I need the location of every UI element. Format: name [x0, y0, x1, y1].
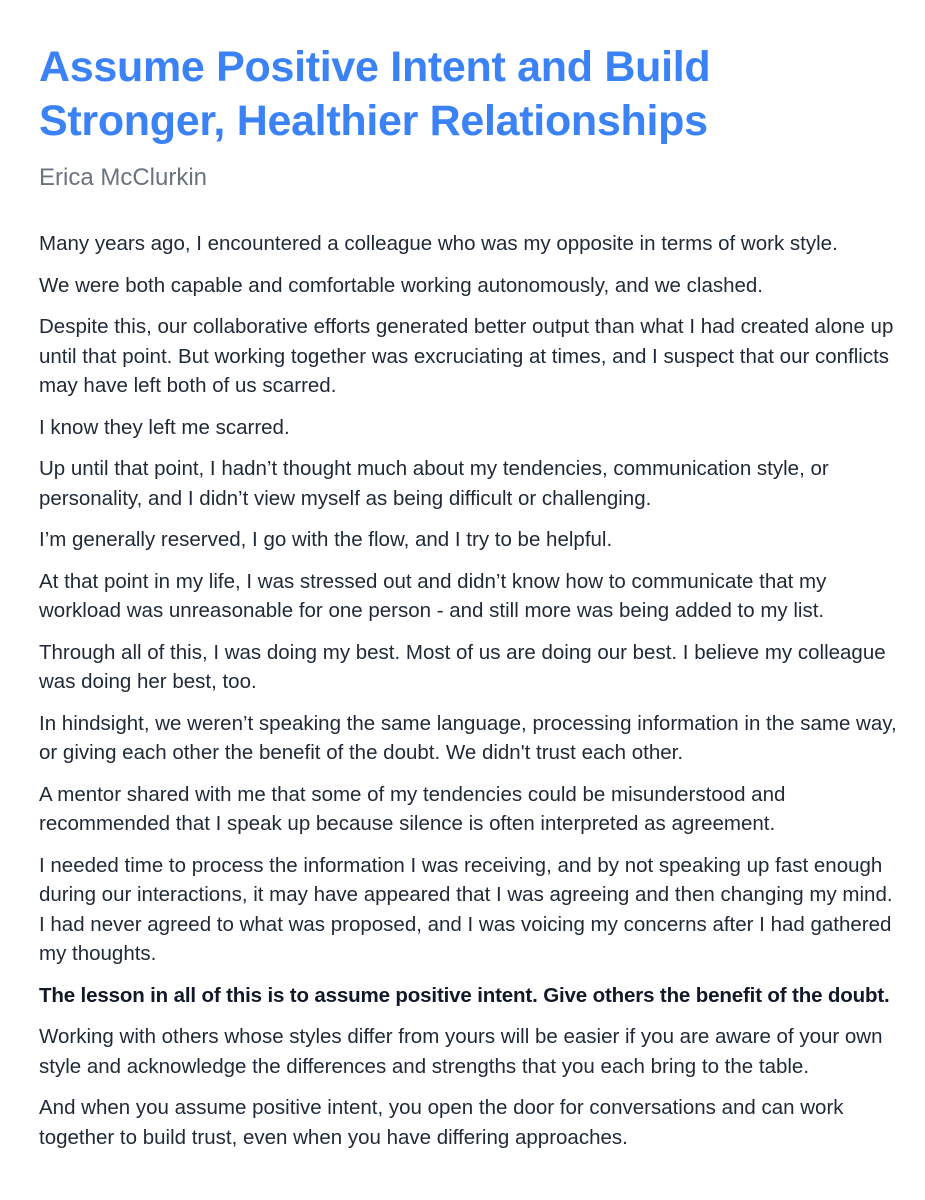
article: [39, 40, 899, 1164]
paragraph: I needed time to process the information I was receiving, and by not speaking up fast enough during our interactions, it may have appeared that I was agreeing and then changing my mind. I had never agreed to what was proposed, and I was voicing my concerns after I had gathered my thoughts.: [39, 853, 893, 965]
key-lesson-paragraph: The lesson in all of this is to assume positive intent. Give others the benefit of the doubt.: [39, 983, 890, 1007]
paragraph: At that point in my life, I was stressed out and didn’t know how to communicate that my workload was unreasonable for one person - and still more was being added to my list.: [39, 569, 827, 622]
paragraph: Through all of this, I was doing my best. Most of us are doing our best. I believe my colleague was doing her best, too.: [39, 640, 886, 693]
article-body: [39, 229, 899, 1152]
article-title: Assume Positive Intent and Build Stronger, Healthier Relationships: [39, 43, 711, 145]
article-author: Erica McClurkin: [39, 164, 208, 191]
paragraph: A mentor shared with me that some of my tendencies could be misunderstood and recommended that I speak up because silence is often interpreted as agreement.: [39, 782, 786, 835]
paragraph: Working with others whose styles differ from yours will be easier if you are aware of your own style and acknowledge the differences and strengths that you each bring to the table.: [39, 1025, 883, 1078]
paragraph: And when you assume positive intent, you open the door for conversations and can work together to build trust, even when you have differing approaches.: [39, 1096, 844, 1149]
paragraph: We were both capable and comfortable working autonomously, and we clashed.: [39, 273, 763, 297]
paragraph: I’m generally reserved, I go with the flow, and I try to be helpful.: [39, 528, 613, 551]
paragraph: In hindsight, we weren’t speaking the same language, processing information in the same way, or giving each other the benefit of the doubt. We didn't trust each other.: [39, 711, 897, 764]
paragraph: Up until that point, I hadn’t thought much about my tendencies, communication style, or personality, and I didn’t view myself as being difficult or challenging.: [39, 457, 829, 510]
paragraph: I know they left me scarred.: [39, 415, 290, 439]
paragraph: Despite this, our collaborative efforts generated better output than what I had created alone up until that point. But working together was excruciating at times, and I suspect that our conflicts may have left both of us scarred.: [39, 315, 894, 397]
paragraph: Many years ago, I encountered a colleague who was my opposite in terms of work style.: [39, 232, 838, 255]
